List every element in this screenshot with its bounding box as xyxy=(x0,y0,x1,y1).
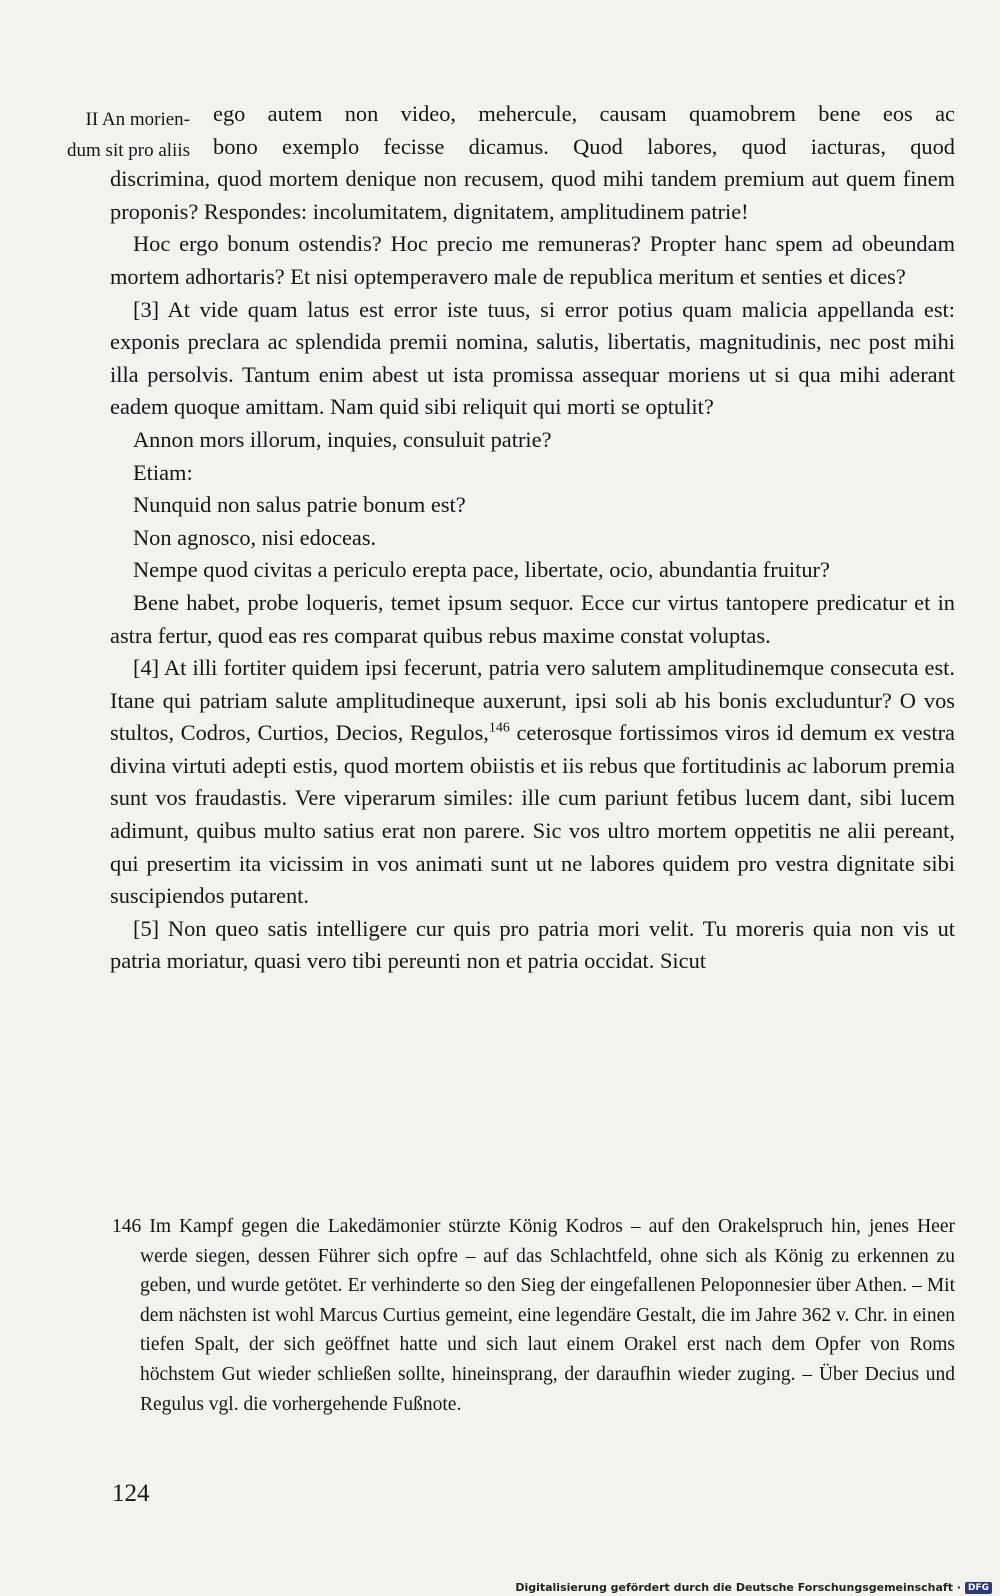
footnote: 146 Im Kampf gegen die Lakedämonier stürzte König Kodros – auf den Orakelspruch hin, jenes Heer werde siegen, dessen Führer sich opfre – auf das Schlachtfeld, ohne sich als König zu erkennen zu geben, und wurde getötet. Er verhinderte so den Sieg der eingefallenen Peloponnesier über Athen. – Mit dem nächsten ist wohl Marcus Curtius gemeint, eine legendäre Gestalt, die im Jahre 362 v. Chr. in einen tiefen Spalt, der sich geöffnet hatte und sich laut einem Orakel erst nach dem Opfer von Roms höchstem Gut wieder schließen sollte, hineinsprang, der daraufhin wieder zuging. – Über Decius und Regulus vgl. die vorhergehende Fußnote. xyxy=(112,1216,955,1415)
paragraph: [3] At vide quam latus est error iste tuus, si error potius quam malicia appellanda est: exponis preclara ac splendida premii nomina, salutis, libertatis, magnitudinis, nec post mihi illa persolvis. Tantum enim abest ut ista promissa assequar moriens ut si qua mihi aderant eadem quoque amittam. Nam quid sibi reliquit qui morti se optulit? xyxy=(110,296,955,420)
dialogue-line: Bene habet, probe loqueris, temet ipsum sequor. Ecce cur virtus tantopere predicatur et in astra fertur, quod eas res comparat quibus rebus maxime constat voluptas. xyxy=(110,589,955,648)
marginal-note-line: II An morien- xyxy=(85,109,190,130)
credit-text: Digitalisierung gefördert durch die Deutsche Forschungsgemeinschaft · xyxy=(515,1581,961,1594)
paragraph-text: [4] At illi fortiter quidem ipsi fecerunt, patria vero salutem amplitudinemque consecuta est. Itane qui patriam salute amplitudineque auxerunt, ipsi soli ab his bonis excluduntur? O vos stultos, Codros, Curtios, Decios, Regulos, xyxy=(110,655,955,746)
dialogue-line: Annon mors illorum, inquies, consuluit patrie? xyxy=(133,426,552,452)
paragraph-text: ceterosque fortissimos viros id demum ex vestra divina virtuti adepti estis, quod mortem obiistis et iis rebus que fortitudinis ac laborum premia sunt vos fraudastis. Vere viperarum similes: ille cum pariunt fetibus lucem dant, sibi lucem adimunt, quibus multo satius erat non parere. Sic vos ultro mortem oppetitis ne alii pereant, qui presertim ita vicissim in vos animati sunt ut ne labores quidem pro vestra dignitate sibi suscipiendos putarent. xyxy=(110,720,955,909)
footnote-reference[interactable]: 146 xyxy=(488,720,510,736)
dialogue-line: Nunquid non salus patrie bonum est? xyxy=(133,492,466,518)
dialogue-line: Non agnosco, nisi edoceas. xyxy=(133,524,377,550)
digitization-credit xyxy=(515,1581,992,1594)
text-line: bono exemplo fecisse dicamus. Quod labores, quod iacturas, quod xyxy=(213,133,955,159)
footnotes xyxy=(112,1212,955,1419)
paragraph xyxy=(110,652,955,913)
marginal-note-line: dum sit pro aliis xyxy=(67,140,190,161)
dialogue-line: Nempe quod civitas a periculo erepta pace, libertate, ocio, abundantia fruitur? xyxy=(133,557,830,583)
paragraph: Hoc ergo bonum ostendis? Hoc precio me remuneras? Propter hanc spem ad obeundam mortem adhortaris? Et nisi optemperavero male de republica meritum et senties et dices? xyxy=(110,231,955,289)
text-line: ego autem non video, mehercule, causam quamobrem bene eos ac xyxy=(213,101,955,126)
page-number: 124 xyxy=(112,1480,150,1507)
main-text xyxy=(110,98,955,978)
dialogue-line: Etiam: xyxy=(133,459,193,485)
paragraph: discrimina, quod mortem denique non recusem, quod mihi tandem premium aut quem finem proponis? Respondes: incolumitatem, dignitatem, amplitudinem patrie! xyxy=(110,166,955,224)
paragraph: [5] Non queo satis intelligere cur quis pro patria mori velit. Tu moreris quia non vis ut patria moriatur, quasi vero tibi pereunti non et patria occidat. Sicut xyxy=(110,915,955,974)
dfg-logo-icon: DFG xyxy=(965,1582,992,1594)
